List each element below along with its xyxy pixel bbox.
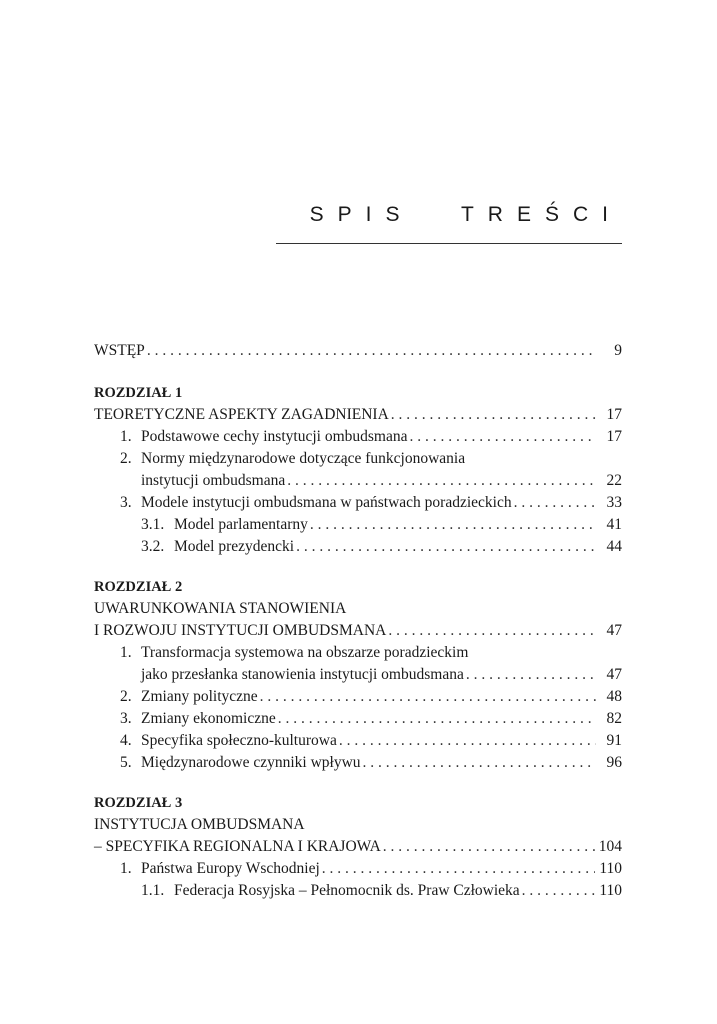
dot-leader (391, 404, 596, 426)
toc-entry-title: Model prezydencki (174, 538, 295, 555)
toc-entry-number: 3.2. (141, 538, 165, 555)
dot-leader (296, 536, 596, 558)
toc-entry-title: Normy międzynarodowe dotyczące funkcjonowania (141, 450, 466, 467)
toc-entry-3-1[interactable] (94, 858, 622, 880)
toc-entry-number: 1.1. (141, 882, 165, 899)
dot-leader (409, 426, 596, 448)
chapter-label: ROZDZIAŁ 3 (94, 795, 183, 811)
toc-entry-number: 1. (120, 644, 132, 661)
toc-entry-1-3[interactable] (94, 492, 622, 514)
toc-entry-title: UWARUNKOWANIA STANOWIENIA (94, 600, 347, 617)
toc-entry-page: 110 (599, 860, 622, 877)
chapter-label: ROZDZIAŁ 1 (94, 385, 183, 401)
toc-entry-wstep[interactable] (94, 340, 622, 362)
toc-entry-title: INSTYTUCJA OMBUDSMANA (94, 816, 305, 833)
toc-entry-number: 1. (120, 860, 132, 877)
toc-entry-1-2-line1[interactable] (94, 448, 622, 470)
page-title: SPIS TREŚCI (309, 203, 622, 226)
toc-entry-title-continued: instytucji ombudsmana (141, 472, 286, 489)
toc-entry-number: 2. (120, 450, 132, 467)
toc-entry-title: Podstawowe cechy instytucji ombudsmana (141, 428, 408, 445)
toc-entry-title: Model parlamentarny (174, 516, 308, 533)
toc-entry-chapter-2-line1[interactable] (94, 598, 622, 620)
toc-entry-1-3-1[interactable] (94, 514, 622, 536)
toc-entry-title-continued: jako przesłanka stanowienia instytucji ombudsmana (141, 666, 464, 683)
toc-entry-title: Specyfika społeczno-kulturowa (141, 732, 337, 749)
toc-entry-title: Zmiany polityczne (141, 688, 258, 705)
dot-leader (466, 664, 596, 686)
toc-entry-chapter-3-line1[interactable] (94, 814, 622, 836)
toc-entry-1-2-line2[interactable] (94, 470, 622, 492)
toc-entry-page: 9 (614, 342, 622, 359)
toc-entry-2-3[interactable] (94, 708, 622, 730)
toc-entry-2-1-line2[interactable] (94, 664, 622, 686)
toc-entry-2-5[interactable] (94, 752, 622, 774)
chapter-label: ROZDZIAŁ 2 (94, 579, 183, 595)
toc-entry-page: 96 (606, 754, 622, 771)
toc-entry-number: 2. (120, 688, 132, 705)
toc-entry-title: Federacja Rosyjska – Pełnomocnik ds. Praw Człowieka (174, 882, 520, 899)
toc-entry-page: 104 (598, 838, 622, 855)
toc-entry-number: 1. (120, 428, 132, 445)
dot-leader (383, 836, 595, 858)
dot-leader (260, 686, 596, 708)
toc-entry-title: Międzynarodowe czynniki wpływu (141, 754, 361, 771)
toc-entry-page: 22 (606, 472, 622, 489)
dot-leader (514, 492, 596, 514)
toc-entry-chapter-3-line2[interactable] (94, 836, 622, 858)
toc-entry-page: 44 (606, 538, 622, 555)
chapter-label-3 (94, 792, 622, 814)
toc-entry-page: 17 (606, 428, 622, 445)
title-rule (276, 243, 622, 244)
dot-leader (322, 858, 596, 880)
toc-entry-1-1[interactable] (94, 426, 622, 448)
toc-entry-page: 110 (599, 882, 622, 899)
toc-entry-number: 3.1. (141, 516, 165, 533)
dot-leader (339, 730, 596, 752)
toc-entry-page: 17 (606, 406, 622, 423)
dot-leader (278, 708, 596, 730)
toc-entry-2-2[interactable] (94, 686, 622, 708)
toc-entry-chapter-1[interactable] (94, 404, 622, 426)
toc-entry-title: Transformacja systemowa na obszarze poradzieckim (141, 644, 469, 661)
toc-entry-chapter-2-line2[interactable] (94, 620, 622, 642)
dot-leader (310, 514, 596, 536)
chapter-label-2 (94, 576, 622, 598)
toc-entry-number: 3. (120, 710, 132, 727)
toc-entry-number: 4. (120, 732, 132, 749)
toc-entry-title: Zmiany ekonomiczne (141, 710, 276, 727)
toc-entry-number: 3. (120, 494, 132, 511)
toc-entry-page: 47 (606, 622, 622, 639)
toc-entry-title: TEORETYCZNE ASPEKTY ZAGADNIENIA (94, 406, 389, 423)
dot-leader (287, 470, 596, 492)
toc-entry-title-continued: I ROZWOJU INSTYTUCJI OMBUDSMANA (94, 622, 387, 639)
toc-entry-title: Państwa Europy Wschodniej (141, 860, 320, 877)
toc-entry-2-4[interactable] (94, 730, 622, 752)
toc-entry-page: 47 (606, 666, 622, 683)
toc-entry-title: WSTĘP (94, 342, 145, 359)
toc-entry-page: 41 (606, 516, 622, 533)
toc-entry-page: 33 (606, 494, 622, 511)
toc-entry-1-3-2[interactable] (94, 536, 622, 558)
toc-entry-number: 5. (120, 754, 132, 771)
dot-leader (363, 752, 596, 774)
chapter-label-1 (94, 382, 622, 404)
toc-entry-page: 82 (606, 710, 622, 727)
toc-entry-title: Modele instytucji ombudsmana w państwach poradzieckich (141, 494, 512, 511)
toc-entry-3-1-1[interactable] (94, 880, 622, 902)
toc-entry-page: 91 (606, 732, 622, 749)
toc-entry-page: 48 (606, 688, 622, 705)
dot-leader (522, 880, 596, 902)
toc-entry-title-continued: – SPECYFIKA REGIONALNA I KRAJOWA (94, 838, 381, 855)
toc-entry-2-1-line1[interactable] (94, 642, 622, 664)
dot-leader (388, 620, 596, 642)
dot-leader (147, 340, 596, 362)
